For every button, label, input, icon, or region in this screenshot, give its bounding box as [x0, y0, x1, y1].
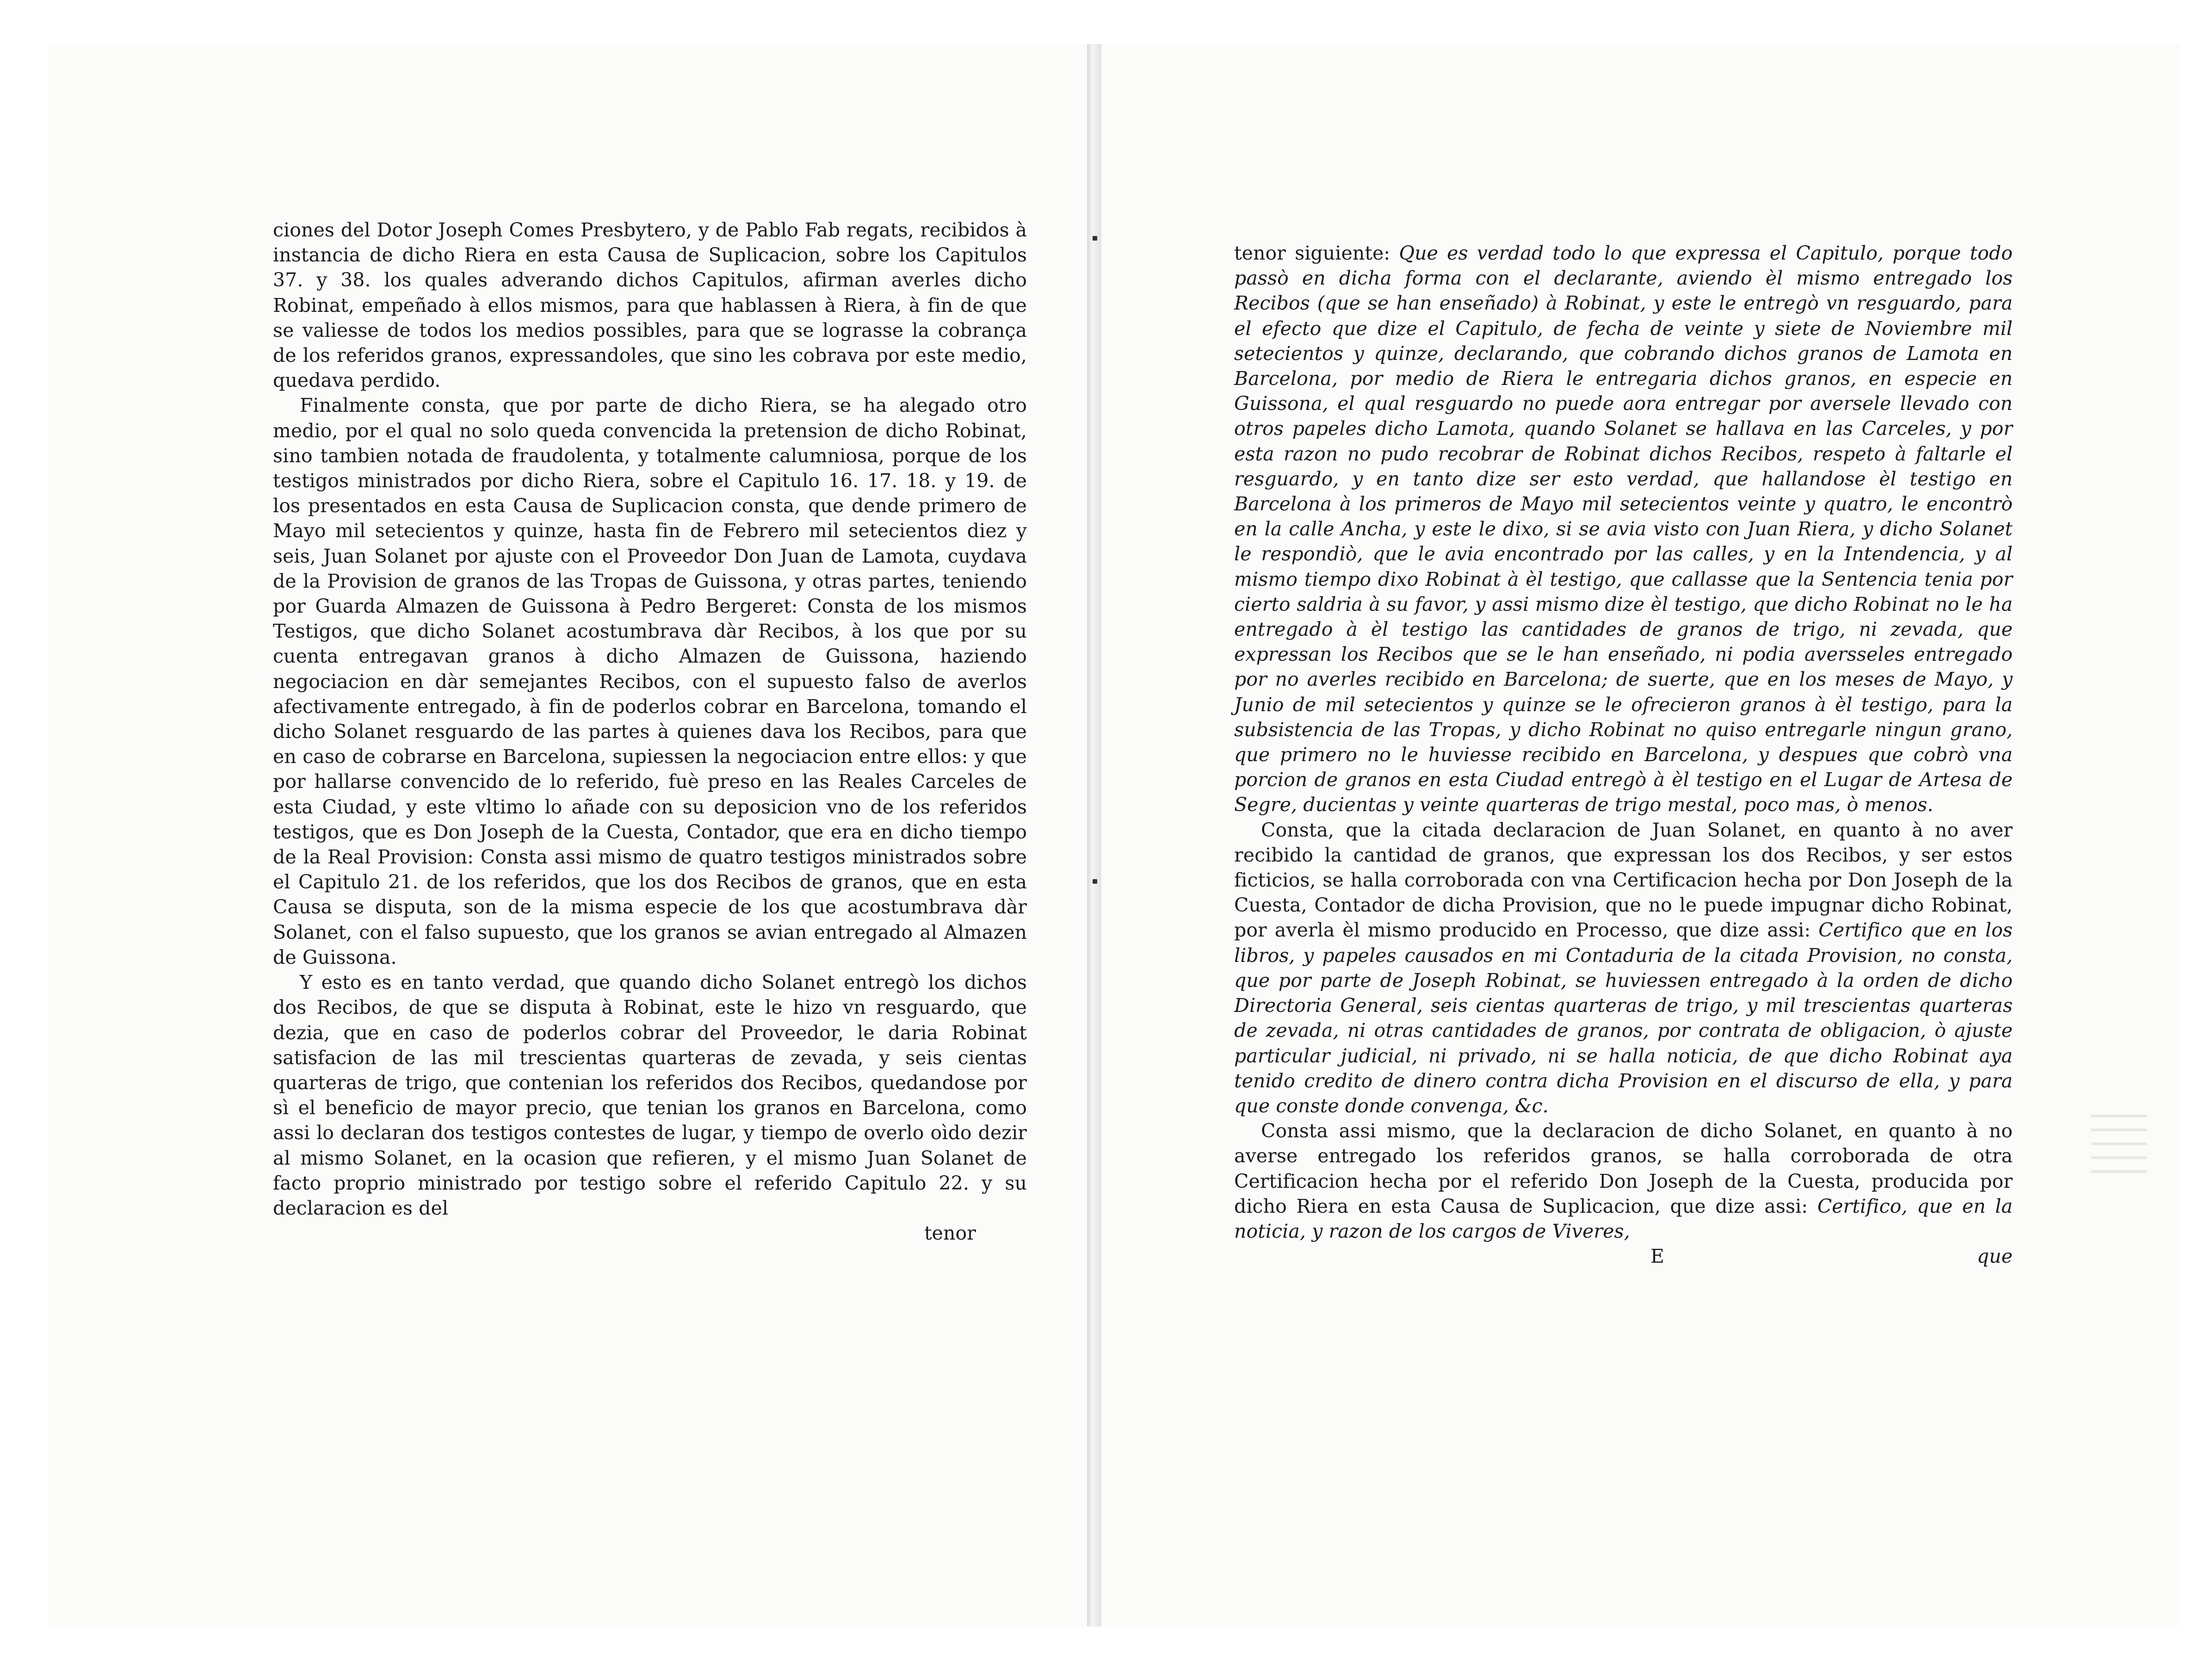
- left-page: [49, 44, 1087, 1626]
- left-paragraph-1: ciones del Dotor Joseph Comes Presbytero, y de Pablo Fab regats, recibidos à instancia de dicho Riera en esta Causa de Suplicacion, sobre los Capitulos 37. y 38. los quales adverando dichos Capitulos, afirman averles dicho Robinat, empeñado à ellos mismos, para que hablassen à Riera, à fin de que se valiesse de todos los medios possibles, para que se lograsse la cobrança de los referidos granos, expressandoles, que sino les cobrava por este medio, quedava perdido.: [273, 219, 1027, 392]
- right-paragraph-1: [1234, 241, 2013, 818]
- right-paragraph-3: [1234, 1118, 2013, 1244]
- left-catchword: tenor: [924, 1222, 976, 1245]
- right-catchword: que: [1977, 1245, 2013, 1268]
- show-through: [2091, 1108, 2147, 1173]
- gutter-mark: [1093, 236, 1097, 241]
- left-paragraph-3: Y esto es en tanto verdad, que quando dicho Solanet entregò los dichos dos Recibos, de que se disputa à Robinat, este le hizo vn resguardo, que dezia, que en caso de poderlos cobrar del Proveedor, le daria Robinat satisfacion de las mil trescientas quarteras de zevada, y seis cientas quarteras de trigo, que contenian los referidos dos Recibos, quedandose por sì el beneficio de mayor precio, que tenian los granos en Barcelona, como assi lo declaran dos testigos contestes de lugar, y tiempo de overlo oìdo dezir al mismo Solanet, en la ocasion que refieren, y el mismo Juan Solanet de facto proprio ministrado por testigo sobre el referido Capitulo 22. y su declaracion es del: [273, 971, 1027, 1219]
- left-paragraph-2: Finalmente consta, que por parte de dicho Riera, se ha alegado otro medio, por el qual no solo queda convencida la pretension de dicho Robinat, sino tambien notada de fraudolenta, y totalmente calumniosa, porque de los testigos ministrados por dicho Riera, sobre el Capitulo 16. 17. 18. y 19. de los presentados en esta Causa de Suplicacion consta, que dende primero de Mayo mil setecientos y quinze, hasta fin de Febrero mil setecientos diez y seis, Juan Solanet por ajuste con el Proveedor Don Juan de Lamota, cuydava de la Provision de granos de las Tropas de Guissona, y otras partes, teniendo por Guarda Almazen de Guissona à Pedro Bergeret: Consta de los mismos Testigos, que dicho Solanet acostumbrava dàr Recibos, à los que por su cuenta entregavan granos à dicho Almazen de Guissona, haziendo negociacion en dàr semejantes Recibos, con el supuesto falso de averlos afectivamente entregado, à fin de poderlos cobrar en Barcelona, tomando el dicho Solanet resguardo de las partes à quienes dava los Recibos, para que en caso de cobrarse en Barcelona, supiessen la negociacion entre ellos: y que por hallarse convencido de lo referido, fuè preso en las Reales Carceles de esta Ciudad, y este vltimo lo añade con su deposicion vno de los referidos testigos, que es Don Joseph de la Cuesta, Contador, que era en dicho tiempo de la Real Provision: Consta assi mismo de quatro testigos ministrados sobre el Capitulo 21. de los referidos, que los dos Recibos de granos, que en esta Causa se disputa, son de la misma especie de los que acostumbrava dàr Solanet, con el falso supuesto, que los granos se avian entregado al Almazen de Guissona.: [273, 394, 1027, 968]
- right-paragraph-2-lead: Consta, que la citada declaracion de Juan Solanet, en quanto à no aver recibido la cantidad de granos, que expressan los dos Recibos, y ser estos ficticios, se halla corroborada con vna Certificacion hecha por Don Joseph de la Cuesta, Contador de dicha Provision, que no le puede impugnar dicho Robinat, por averla èl mismo producido en Processo, que dize assi:: [1234, 819, 2013, 942]
- right-page: [1101, 44, 2179, 1626]
- right-paragraph-1-quote: Que es verdad todo lo que expressa el Capitulo, porque todo passò en dicha forma con el declarante, aviendo èl mismo entregado los Recibos (que se han enseñado) à Robinat, y este le entregò vn resguardo, para el efecto que dize el Capitulo, de fecha de veinte y siete de Noviembre mil setecientos y quinze, declarando, que cobrando dichos granos de Lamota en Barcelona, por medio de Riera le entregaria dichos granos, en especie en Guissona, el qual resguardo no puede aora entregar por aversele llevado con otros papeles dicho Lamota, quando Solanet se hallava en las Carceles, y por esta razon no pudo recobrar de Robinat dichos Recibos, respeto à faltarle el resguardo, y en tanto dize ser esto verdad, que hallandose èl testigo en Barcelona à los primeros de Mayo mil setecientos veinte y quatro, le encontrò en la calle Ancha, y este le dixo, si se avia visto con Juan Riera, y dicho Solanet le respondiò, que le avia encontrado por las calles, y en la Intendencia, y al mismo tiempo dixo Robinat à èl testigo, que callasse que la Sentencia tenia por cierto saldria à su favor, y assi mismo dize èl testigo, que dicho Robinat no le ha entregado à èl testigo las cantidades de granos de trigo, ni zevada, que expressan los Recibos que se le han enseñado, ni podia aversseles entregado por no averles recibido en Barcelona; de suerte, que en los meses de Mayo, y Junio de mil setecientos y quinze se le ofrecieron granos à èl testigo, para la subsistencia de las Tropas, y dicho Robinat no quiso entregarle ningun grano, que primero no le huviesse recibido en Barcelona, y despues que cobrò vna porcion de granos en esta Ciudad entregò à èl testigo en el Lugar de Artesa de Segre, ducientas y veinte quarteras de trigo mestal, poco mas, ò menos.: [1234, 242, 2013, 816]
- right-paragraph-3-quote: Certifico, que en la noticia, y razon de los cargos de Viveres,: [1234, 1195, 2013, 1242]
- right-paragraph-2: [1234, 818, 2013, 1118]
- book-gutter: [1087, 44, 1101, 1626]
- right-footer: [1234, 1244, 2013, 1269]
- gutter-mark: [1093, 879, 1097, 884]
- right-paragraph-3-lead: Consta assi mismo, que la declaracion de dicho Solanet, en quanto à no averse entregado los referidos granos, se halla corroborada de otra Certificacion hecha por el referido Don Joseph de la Cuesta, producida por dicho Riera en esta Causa de Suplicacion, que dize assi:: [1234, 1120, 2013, 1217]
- signature-mark: E: [1650, 1245, 1665, 1268]
- right-text-column: [1234, 241, 2013, 1269]
- left-text-column: [273, 217, 1027, 1246]
- right-paragraph-2-quote: Certifico que en los libros, y papeles causados en mi Contaduria de la citada Provision, no consta, que por parte de Joseph Robinat, se huviessen entregado à la orden de dicho Directoria General, seis cientas quarteras de trigo, y mil trescientas quarteras de zevada, ni otras cantidades de granos, por contrata de obligacion, ò ajuste particular judicial, ni privado, ni se halla noticia, de que dicho Robinat aya tenido credito de dinero contra dicha Provision en el discurso de ella, y para que conste donde convenga, &c.: [1234, 919, 2013, 1117]
- right-paragraph-1-lead: tenor siguiente:: [1234, 242, 1390, 264]
